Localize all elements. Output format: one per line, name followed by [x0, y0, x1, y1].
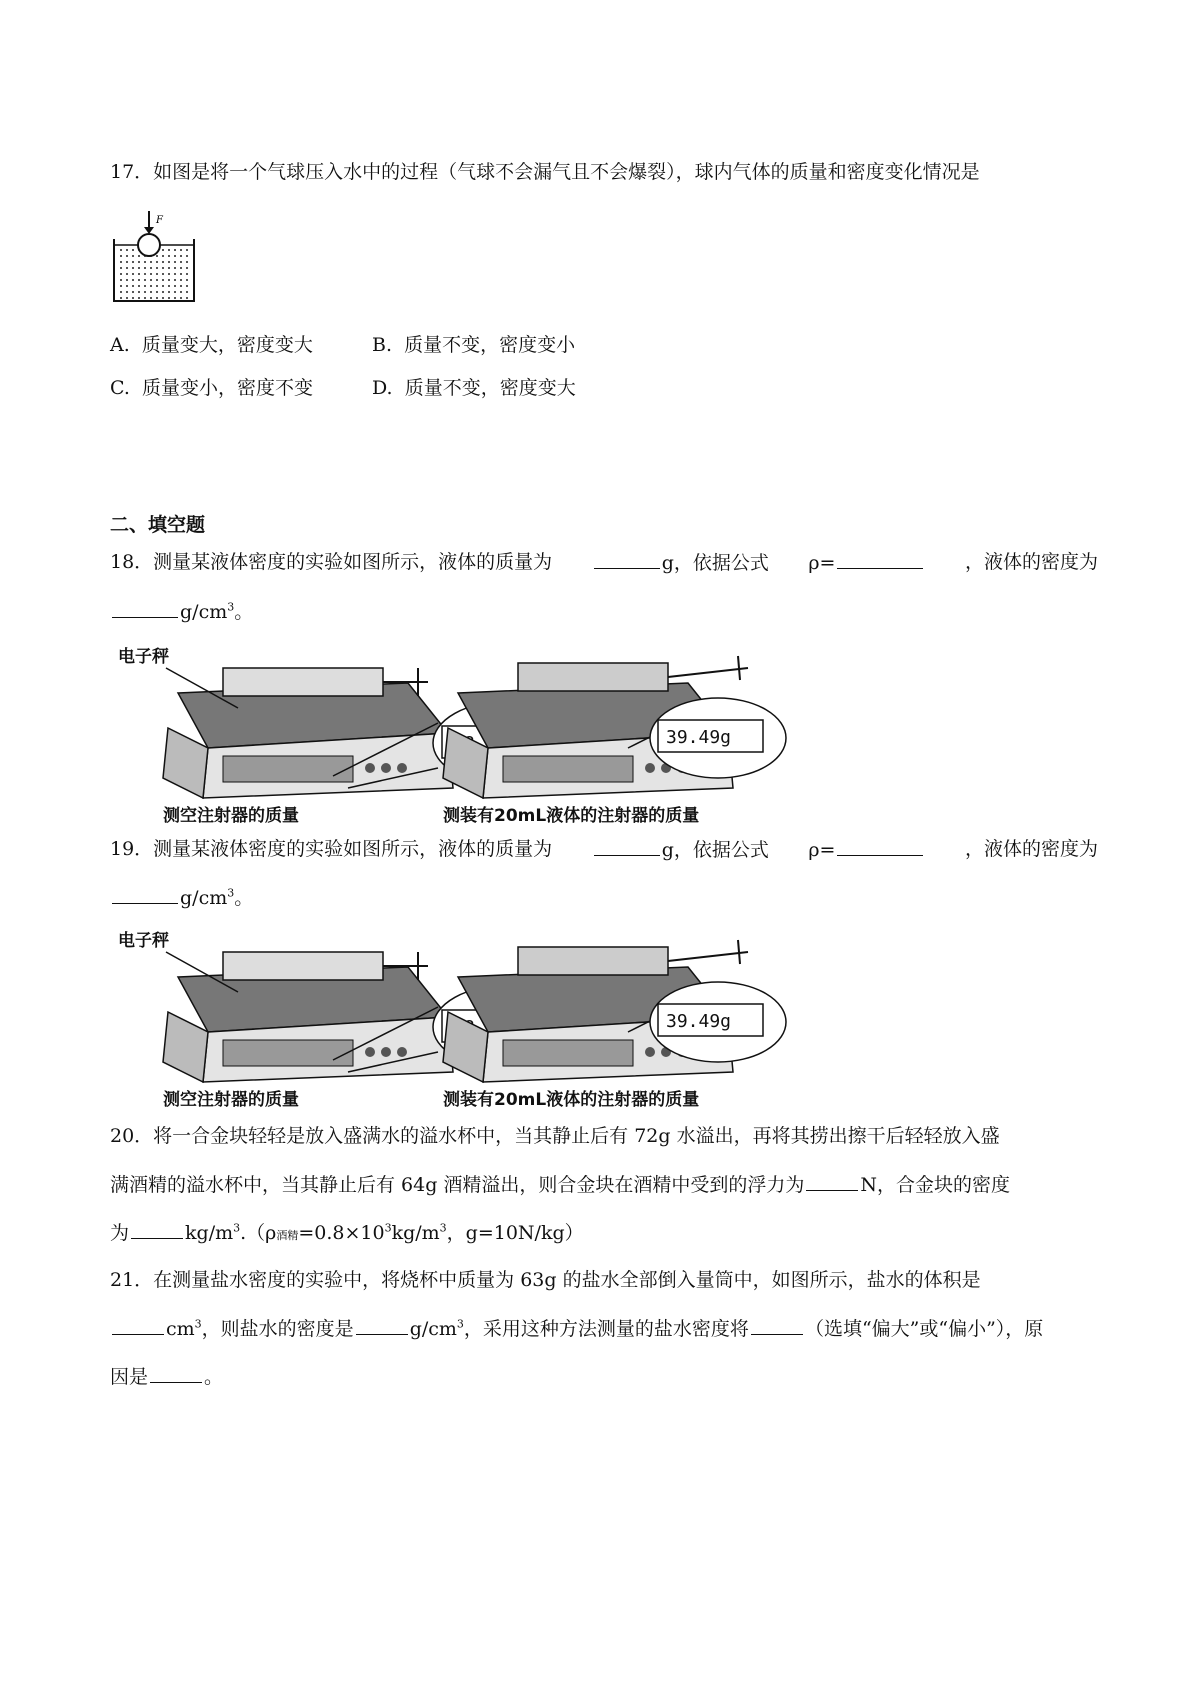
section-heading: 二、填空题	[110, 514, 206, 536]
q21-cm-sup: 3	[194, 1317, 202, 1331]
q20-line2-text: 满酒精的溢水杯中，当其静止后有 64g 酒精溢出，则合金块在酒精中受到的浮力为	[110, 1174, 805, 1196]
q21-end: 。	[204, 1366, 224, 1388]
q18-formula-blank[interactable]	[837, 548, 923, 569]
right-scale	[443, 940, 786, 1110]
q18-part2: g，依据公式	[661, 552, 769, 574]
q20-line2-end: N，合金块的密度	[860, 1174, 1011, 1196]
q21-line3	[110, 1362, 223, 1391]
q21-line2	[110, 1314, 1043, 1343]
q21-cm: cm	[166, 1318, 195, 1340]
q19-density-blank[interactable]	[112, 883, 178, 904]
q19-unit: g/cm	[180, 887, 228, 909]
q20-buoyancy-blank[interactable]	[806, 1170, 858, 1191]
q21-density-blank[interactable]	[356, 1314, 408, 1335]
option-b-text: 质量不变，密度变小	[404, 334, 576, 356]
right-caption: 测装有20mL液体的注射器的质量	[443, 806, 700, 826]
q18-mass-blank[interactable]	[594, 548, 660, 569]
q18-line2	[110, 597, 253, 626]
q20-exp: 3	[384, 1221, 392, 1235]
q18-part1: 18．测量某液体密度的实验如图所示，液体的质量为	[110, 551, 553, 573]
right-readout: 39.49g	[666, 1011, 732, 1032]
q21-choice-text: （选填“偏大”或“偏小”），原	[804, 1318, 1044, 1340]
q18-rho: ρ=	[808, 552, 836, 574]
q19-line2	[110, 883, 253, 912]
q18-unit-sup: 3	[227, 600, 235, 614]
q21-volume-blank[interactable]	[112, 1314, 164, 1335]
option-c-text: 质量变小，密度不变	[142, 377, 314, 399]
q21-density-unit: g/cm	[409, 1318, 457, 1340]
q20-line1: 20．将一合金块轻轻是放入盛满水的溢水杯中，当其静止后有 72g 水溢出，再将其捞出擦干后轻轻放入盛	[110, 1125, 1000, 1147]
q18-unit: g/cm	[180, 601, 228, 623]
q21-bias-blank[interactable]	[751, 1314, 803, 1335]
q20-unit-sup: 3	[233, 1221, 241, 1235]
q19-part4: ，液体的密度为	[964, 838, 1098, 860]
q19-rho: ρ=	[808, 839, 836, 861]
option-a-letter: A.	[110, 334, 130, 356]
option-b[interactable]	[372, 330, 575, 357]
q21-line1: 21．在测量盐水密度的实验中，将烧杯中质量为 63g 的盐水全部倒入量筒中，如图所示，盐水的体积是	[110, 1269, 981, 1291]
scale-figure-1	[108, 638, 788, 828]
q21-density-unit-sup: 3	[456, 1317, 464, 1331]
q20-rho-unit-sup: 3	[439, 1221, 447, 1235]
q19-part1: 19．测量某液体密度的实验如图所示，液体的质量为	[110, 838, 553, 860]
q19-line1	[110, 835, 1098, 864]
q20-rho-value: =0.8×10	[298, 1222, 385, 1244]
q20-line3	[110, 1218, 584, 1250]
q19-part2: g，依据公式	[661, 839, 769, 861]
left-caption: 测空注射器的质量	[163, 806, 299, 826]
q21-reason-blank[interactable]	[150, 1362, 202, 1383]
force-label: F	[156, 215, 163, 226]
option-a-text: 质量变大，密度变大	[141, 334, 313, 356]
q20-unit: kg/m	[185, 1222, 234, 1244]
scale-figure-2	[108, 922, 788, 1112]
option-d-letter: D.	[372, 377, 393, 399]
right-readout: 39.49g	[666, 727, 732, 748]
q17-stem: 17．如图是将一个气球压入水中的过程（气球不会漏气且不会爆裂），球内气体的质量和密度变化情况是	[110, 161, 980, 183]
scale-label: 电子秤	[118, 647, 169, 667]
q18-density-blank[interactable]	[112, 597, 178, 618]
q19-mass-blank[interactable]	[594, 835, 660, 856]
option-c-letter: C.	[110, 377, 130, 399]
right-scale	[443, 656, 786, 826]
q20-rho: .（ρ	[240, 1222, 277, 1244]
option-b-letter: B.	[372, 334, 393, 356]
q18-end: 。	[234, 601, 254, 623]
q19-unit-sup: 3	[227, 886, 235, 900]
option-c[interactable]	[110, 373, 313, 400]
q20-rho-unit: kg/m	[391, 1222, 440, 1244]
right-caption: 测装有20mL液体的注射器的质量	[443, 1090, 700, 1110]
q20-rho-sub: 酒精	[276, 1229, 299, 1242]
q18-part4: ，液体的密度为	[964, 551, 1098, 573]
balloon-in-water-figure	[100, 205, 204, 313]
scale-label: 电子秤	[118, 931, 169, 951]
option-d-text: 质量不变，密度变大	[404, 377, 576, 399]
q21-reason-text: 因是	[110, 1366, 149, 1388]
q20-line3-start: 为	[110, 1222, 130, 1244]
q20-line2	[110, 1170, 1010, 1199]
q21-density-text: ，则盐水的密度是	[201, 1318, 354, 1340]
q19-formula-blank[interactable]	[837, 835, 923, 856]
q21-method-text: ，采用这种方法测量的盐水密度将	[463, 1318, 749, 1340]
q20-density-blank[interactable]	[131, 1218, 183, 1239]
q18-line1	[110, 548, 1098, 577]
q20-g-value: ，g=10N/kg）	[446, 1222, 584, 1244]
q19-end: 。	[234, 887, 254, 909]
option-d[interactable]	[372, 373, 576, 400]
left-caption: 测空注射器的质量	[163, 1090, 299, 1110]
option-a[interactable]	[110, 330, 313, 357]
